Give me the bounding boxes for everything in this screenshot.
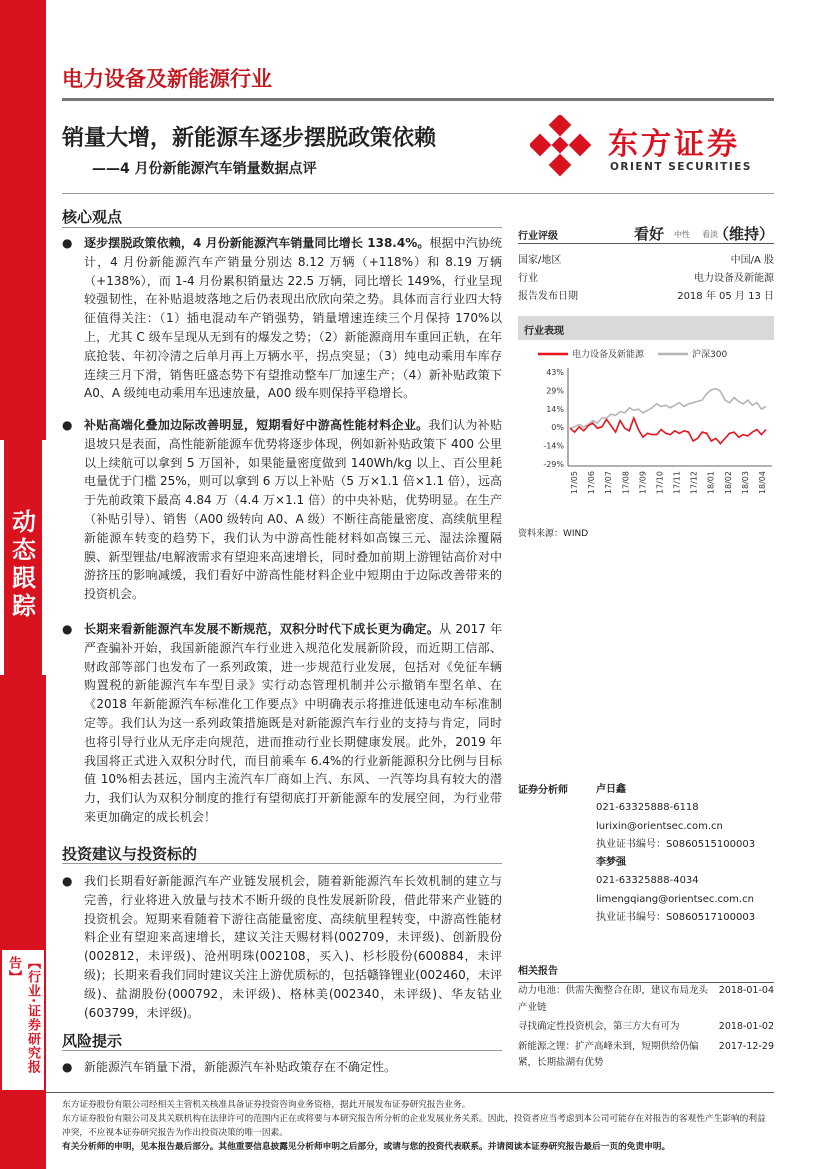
bullet-1-text: 根据中汽协统计，4 月份新能源汽车产销量分别达 8.12 万辆（+118%）和 8.19 万辆（+138%），而 1-4 月份累积销量达 22.5 万辆，同比增长 149%，行业呈现较强韧性，在补贴退坡落地之后仍表现出欣欣向荣之势。具体而言行业四大特征值得关注：（1）插电混动车产销强势，销量增速连续三个月保持 170%以上，尤其 C 级车呈现从无到有的爆发之势；（2）新能源商用车重回正轨，在年底抢装、年初冷清之后单月再上万辆水平，拐点突显；（3）纯电动乘用车库存连续三月下滑，销售旺盛态势下有望推动整车厂加速生产；（4）新补贴政策下 A0、A 级纯电动乘用车迅速放量，A00 级车则保持平稳增长。 — [84, 236, 502, 401]
vertical-report-category-box — [2, 950, 44, 1090]
top-divider — [62, 98, 774, 101]
related-report-title: 寻找确定性投资机会，第三方大有可为 — [518, 1021, 680, 1032]
rating-value: 看好 — [634, 225, 665, 243]
risk-heading: 风险提示 — [62, 1032, 123, 1050]
bullet-1-lead: 逐步摆脱政策依赖，4 月份新能源汽车销量同比增长 138.4%。 — [84, 236, 430, 250]
analysts-lines — [596, 781, 776, 927]
x-tick-label: 17/06 — [587, 471, 597, 495]
related-report-title: 动力电池：供需失衡整合在即，建议布局龙头产业链 — [518, 985, 709, 1013]
core-bullet-list-2 — [62, 416, 502, 604]
core-bullet-1 — [62, 234, 502, 403]
report-subtitle: ——4 月份新能源汽车销量数据点评 — [92, 161, 317, 177]
y-tick-label: 14% — [546, 404, 564, 414]
y-tick-label: 29% — [546, 386, 564, 396]
x-tick-label: 17/09 — [638, 471, 648, 495]
related-report-date: 2017-12-29 — [718, 1040, 774, 1052]
x-tick-label: 17/08 — [621, 471, 631, 495]
risk-bullet — [62, 1058, 502, 1077]
analysts-label: 证券分析师 — [518, 785, 568, 796]
rating-box — [518, 222, 774, 302]
rating-label: 行业评级 — [518, 231, 558, 242]
related-report-item[interactable] — [518, 1039, 774, 1072]
logo-text-cn: 东方证券 — [608, 127, 740, 162]
investment-text: 我们长期看好新能源汽车产业链发展机会，随着新能源汽车长效机制的建立与完善，行业将进入放量与技术不断升级的良性发展新阶段，借此带来产业链的投资机会。短期来看随着下游往高能量密度、高续航里程转变，中游高性能材料企业有望迎来高速增长，建议关注天赐材料(002709，未评级)、创新股份(002812，未评级)、沧州明珠(002108，买入)、杉杉股份(600884，未评级)；长期来看我们同时建议关注上游优质标的，包括赣锋锂业(002460，未评级)、盐湖股份(000792，未评级)、格林美(002340，未评级)、华友钴业(603799，未评级)。 — [84, 874, 502, 1020]
x-tick-label: 17/07 — [604, 471, 614, 495]
bullet-2-text: 我们认为补贴退坡只是表面，高性能新能源车优势将逐步体现，例如新补贴政策下 400 公里以上续航可以拿到 5 万国补，如果能量密度做到 140Wh/kg 以上、百公里耗电量优于门槛 25%，则可以拿到 6 万以上补贴（5 万×1.1 倍×1.1 倍），远高于先前政策下最高 4.84 万（4.4 万×1.1 倍）的中央补贴，优势明显。在生产（补贴引导）、销售（A00 级转向 A0、A 级）不断往高能量密度、高续航里程新能源车转变的趋势下，我们认为中游高性能材料如高镍三元、湿法涂覆隔膜、新型锂盐/电解液需求有望迎来高速增长，同时叠加前期上游锂钴高价对中游挤压的影响减缓，我们看好中游高性能材料企业中短期由于边际改善带来的投资机会。 — [84, 418, 502, 602]
performance-heading: 行业表现 — [518, 316, 774, 340]
rating-row — [518, 222, 774, 244]
analyst-name: 李梦强 — [596, 857, 626, 869]
legend-label: 沪深300 — [692, 350, 728, 360]
risk-text: 新能源汽车销量下滑，新能源汽车补贴政策存在不确定性。 — [84, 1060, 397, 1074]
performance-chart — [518, 342, 774, 514]
bullet-dot-icon: ● — [62, 874, 73, 888]
core-bullet-2 — [62, 416, 502, 604]
logo-mark-icon — [530, 115, 596, 177]
bullet-3-text: 从 2017 年严查骗补开始，我国新能源汽车行业进入规范化发展新阶段，而近期工信部、财政部等部门也发布了一系列政策，进一步规范行业发展，包括对《免征车辆购置税的新能源汽车车型目录》实行动态管理机制并公示撤销车型名单、在《2018 年新能源汽车标准化工作要点》中明确表示将推进低速电动车标准制定等。我们认为这一系列政策措施既是对新能源汽车行业的支持与肯定，同时也将引导行业从无序走向规范，进而推动行业长期健康发展。此外，2019 年我国将正式进入双积分时代，而目前乘车 6.4%的行业新能源积分比例与目标值 10%相去甚远，国内主流汽车厂商如上汽、东风、一汽等均具有较大的潜力，我们认为双积分制度的推行有望彻底打开新能源车的发展空间，为行业带来更加确定的成长机会！ — [84, 622, 502, 824]
y-tick-label: -29% — [543, 460, 564, 469]
legend-label: 电力设备及新能源 — [572, 350, 645, 360]
rating-info-value: 2018 年 05 月 13 日 — [677, 291, 774, 302]
related-reports-list — [518, 983, 774, 1075]
x-tick-label: 18/02 — [723, 471, 733, 495]
footer-divider — [46, 1092, 774, 1093]
bullet-dot-icon: ● — [62, 236, 73, 250]
rating-info-row — [518, 248, 774, 266]
related-report-date: 2018-01-04 — [718, 985, 774, 996]
core-views-divider — [62, 227, 502, 228]
y-tick-label: 43% — [546, 368, 564, 377]
investment-divider — [62, 863, 502, 864]
rating-info-row — [518, 284, 774, 302]
related-report-item[interactable] — [518, 1019, 774, 1036]
analyst-phone: 021-63325888-6118 — [596, 802, 699, 814]
rating-info-row — [518, 266, 774, 284]
related-report-item[interactable] — [518, 983, 774, 1016]
x-tick-label: 18/03 — [740, 471, 750, 495]
analyst-email[interactable]: limengqiang@orientsec.com.cn — [596, 893, 754, 905]
series-line — [570, 389, 766, 429]
orient-securities-logo — [530, 115, 775, 180]
x-tick-label: 17/11 — [672, 471, 682, 495]
core-bullet-3 — [62, 620, 502, 827]
analyst-license: 执业证书编号：S0860517100003 — [596, 912, 756, 924]
bullet-2-lead: 补贴高端化叠加边际改善明显，短期看好中游高性能材料企业。 — [84, 418, 429, 432]
x-tick-label: 17/05 — [570, 471, 579, 495]
core-bullet-list-3 — [62, 620, 502, 827]
vertical-report-category: 【行业·证券研究报告】 — [6, 956, 40, 1074]
y-tick-label: -14% — [543, 441, 564, 451]
investment-heading: 投资建议与投资标的 — [62, 845, 198, 863]
footer-line-3: 有关分析师的申明，见本报告最后部分。其他重要信息披露见分析师申明之后部分，或请与您的投资代表联系。并请阅读本证券研究报告最后一页的免责申明。 — [62, 1142, 671, 1152]
x-tick-label: 17/12 — [689, 471, 699, 495]
header-divider — [62, 193, 774, 194]
bullet-dot-icon: ● — [62, 418, 73, 432]
rating-info-value: 电力设备及新能源 — [694, 273, 774, 284]
rating-info-value: 中国/A 股 — [730, 255, 774, 266]
investment-bullet — [62, 872, 502, 1022]
related-report-title: 新能源之锂：扩产高峰未到，短期供给仍偏紧，长期盐湖有优势 — [518, 1040, 699, 1068]
rating-info-label: 行业 — [518, 273, 538, 284]
risk-divider — [62, 1050, 502, 1051]
bullet-3-lead: 长期来看新能源汽车发展不断规范，双积分时代下成长更为确定。 — [84, 622, 440, 636]
x-tick-label: 18/01 — [706, 471, 716, 495]
report-title: 销量大增，新能源车逐步摆脱政策依赖 — [62, 126, 437, 151]
vertical-report-type: 动态跟踪 — [12, 508, 36, 620]
core-bullet-list — [62, 234, 502, 405]
investment-list — [62, 872, 502, 1022]
left-side-bar — [0, 0, 46, 1169]
analyst-name: 卢日鑫 — [596, 784, 626, 795]
bullet-dot-icon: ● — [62, 622, 73, 636]
rating-info-label: 报告发布日期 — [518, 291, 578, 302]
chart-source: 资料来源：WIND — [518, 529, 589, 539]
analyst-phone: 021-63325888-4034 — [596, 875, 699, 887]
footer-line-1: 东方证券股份有限公司经相关主管机关核准具备证券投资咨询业务资格，据此开展发布证券研究报告业务。 — [62, 1100, 471, 1110]
analyst-license: 执业证书编号：S0860515100003 — [596, 838, 756, 850]
core-views-heading: 核心观点 — [62, 208, 123, 226]
rating-option-bearish: 看淡 — [702, 230, 718, 239]
risk-list — [62, 1058, 502, 1077]
analyst-email[interactable]: lurixin@orientsec.com.cn — [596, 820, 723, 832]
footer-line-2: 东方证券股份有限公司及其关联机构在法律许可的范围内正在或将要与本研究报告所分析的企业发展业务关系。因此，投资者应当考虑到本公司可能存在对报告的客观性产生影响的利益冲突，不应视本证券研究报告为作出投资决策的唯一因素。 — [62, 1114, 766, 1138]
x-tick-label: 18/04 — [758, 471, 767, 495]
x-tick-label: 17/10 — [655, 471, 665, 495]
related-reports-heading: 相关报告 — [518, 962, 774, 983]
bullet-dot-icon: ● — [62, 1060, 73, 1074]
logo-text-en: ORIENT SECURITIES — [610, 161, 752, 173]
rating-option-neutral: 中性 — [674, 230, 690, 239]
disclaimer-footer — [62, 1098, 774, 1154]
related-report-date: 2018-01-02 — [718, 1021, 774, 1032]
rating-hold: （维持） — [713, 225, 774, 243]
industry-title: 电力设备及新能源行业 — [62, 67, 272, 91]
rating-info-label: 国家/地区 — [518, 255, 562, 266]
y-tick-label: 0% — [551, 423, 564, 433]
